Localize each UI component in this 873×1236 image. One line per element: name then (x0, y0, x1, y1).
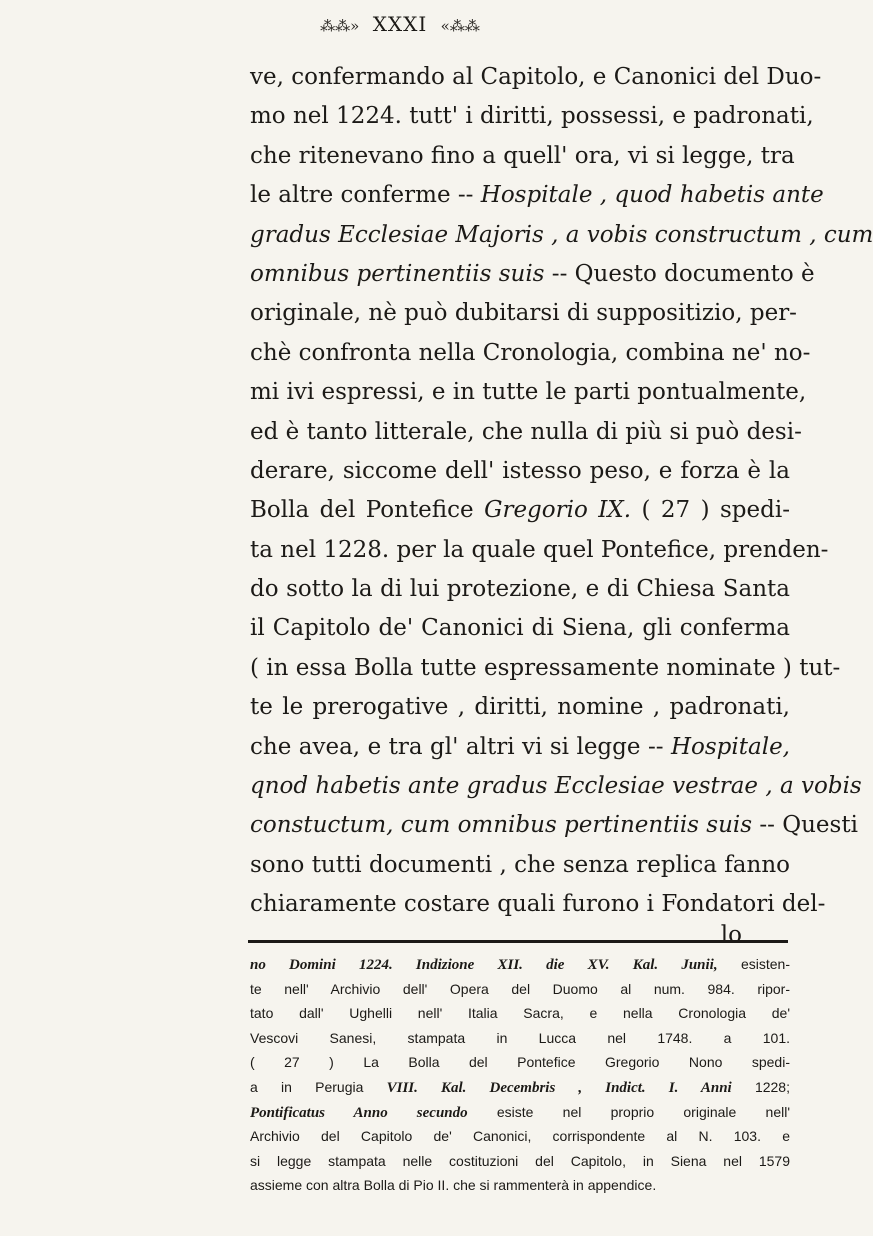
text-run: esiste nel proprio originale nell' (467, 1103, 791, 1120)
italic-text-run: VIII. Kal. Decembris , Indict. I. Anni (386, 1079, 732, 1096)
text-run: derare, siccome dell' istesso peso, e forza è la (250, 457, 790, 484)
footnote-line (250, 1026, 790, 1051)
text-run: tato dall' Ughelli nell' Italia Sacra, e nella Cronologia de' (250, 1005, 790, 1022)
text-run: Bolla del Pontefice (250, 497, 485, 524)
text-line (250, 58, 822, 97)
text-run: ( 27 ) La Bolla del Pontefice Gregorio Nono spedi- (250, 1054, 790, 1071)
text-line (250, 570, 790, 609)
italic-text-run: Hospitale, (670, 733, 790, 760)
italic-text-run: Gregorio IX. (484, 497, 632, 524)
text-line (250, 688, 790, 727)
text-run: -- Questo documento è (544, 260, 815, 287)
text-run: originale, nè può dubitarsi di suppositizio, per- (250, 300, 797, 327)
text-run: che ritenevano fino a quell' ora, vi si legge, tra (250, 142, 795, 169)
text-line (250, 137, 795, 176)
text-line (250, 767, 862, 806)
text-run: chiaramente costare quali furono i Fondatori del- (250, 891, 826, 918)
italic-text-run: no Domini 1224. Indizione XII. die XV. Kal. Junii, (250, 957, 718, 973)
text-run: ed è tanto litterale, che nulla di più si può desi- (250, 418, 802, 445)
italic-text-run: qnod habetis ante gradus Ecclesiae vestrae , a vobis (250, 773, 862, 800)
footnote-line (250, 1050, 790, 1075)
footnote-line (250, 1075, 790, 1100)
text-line (250, 216, 873, 255)
italic-text-run: gradus Ecclesiae Majoris , a vobis constructum , cum (250, 221, 873, 248)
footnotes (250, 952, 790, 1198)
text-line (250, 255, 815, 294)
footnote-line (250, 977, 790, 1002)
text-run: 1228; (731, 1078, 790, 1095)
text-line (250, 609, 790, 648)
text-line (250, 728, 790, 767)
text-run: mo nel 1224. tutt' i diritti, possessi, e padronati, (250, 103, 814, 130)
text-line (250, 373, 807, 412)
footnote-line (250, 952, 790, 977)
footnote-line (250, 1124, 790, 1149)
text-run: ve, confermando al Capitolo, e Canonici del Duo- (250, 64, 822, 90)
catchword: lo (720, 922, 742, 948)
italic-text-run: omnibus pertinentiis suis (250, 260, 545, 287)
footnote-line (250, 1001, 790, 1026)
footnote-rule (248, 940, 788, 943)
text-line (250, 176, 824, 215)
text-run: mi ivi espressi, e in tutte le parti pontualmente, (250, 379, 807, 406)
text-run: ta nel 1228. per la quale quel Pontefice, prenden- (250, 536, 829, 563)
text-run: ( 27 ) spedi- (631, 497, 790, 524)
ornament-left: ⁂⁂» (320, 17, 360, 35)
text-line (250, 452, 790, 491)
text-run: il Capitolo de' Canonici di Siena, gli conferma (250, 615, 790, 642)
ornament-right: «⁂⁂ (440, 17, 480, 35)
footnote-line (250, 1100, 790, 1125)
text-line (250, 885, 826, 924)
text-run: a in Perugia (250, 1078, 387, 1095)
main-text (250, 58, 873, 925)
running-head (0, 12, 800, 36)
text-run: -- Questi (752, 812, 858, 839)
text-run: esisten- (717, 956, 790, 972)
text-line (250, 806, 858, 845)
text-run: Archivio del Capitolo de' Canonici, corrispondente al N. 103. e (250, 1128, 790, 1145)
text-line (250, 97, 814, 136)
text-run: che avea, e tra gl' altri vi si legge -- (250, 733, 671, 760)
text-line (250, 334, 811, 373)
text-run: do sotto la di lui protezione, e di Chiesa Santa (250, 576, 790, 603)
italic-text-run: constuctum, cum omnibus pertinentiis suis (250, 812, 753, 839)
text-line (250, 294, 797, 333)
text-run: assieme con altra Bolla di Pio II. che si rammenterà in appendice. (250, 1177, 657, 1194)
text-run: sono tutti documenti , che senza replica fanno (250, 851, 790, 878)
text-line (250, 531, 829, 570)
text-line (250, 413, 802, 452)
text-run: te nell' Archivio dell' Opera del Duomo al num. 984. ripor- (250, 980, 790, 997)
text-run: le altre conferme -- (250, 182, 481, 209)
text-run: chè confronta nella Cronologia, combina ne' no- (250, 339, 811, 366)
text-run: si legge stampata nelle costituzioni del Capitolo, in Siena nel 1579 (250, 1152, 790, 1169)
italic-text-run: Hospitale , quod habetis ante (480, 182, 824, 209)
footnote-line (250, 1173, 790, 1198)
page-number: XXXI (372, 12, 428, 36)
italic-text-run: Pontificatus Anno secundo (250, 1104, 468, 1121)
text-run: te le prerogative , diritti, nomine , padronati, (250, 694, 790, 721)
text-line (250, 846, 790, 885)
footnote-line (250, 1149, 790, 1174)
text-line (250, 649, 841, 688)
text-run: Vescovi Sanesi, stampata in Lucca nel 1748. a 101. (250, 1029, 790, 1046)
text-run: ( in essa Bolla tutte espressamente nominate ) tut- (250, 654, 841, 681)
text-line (250, 491, 790, 530)
